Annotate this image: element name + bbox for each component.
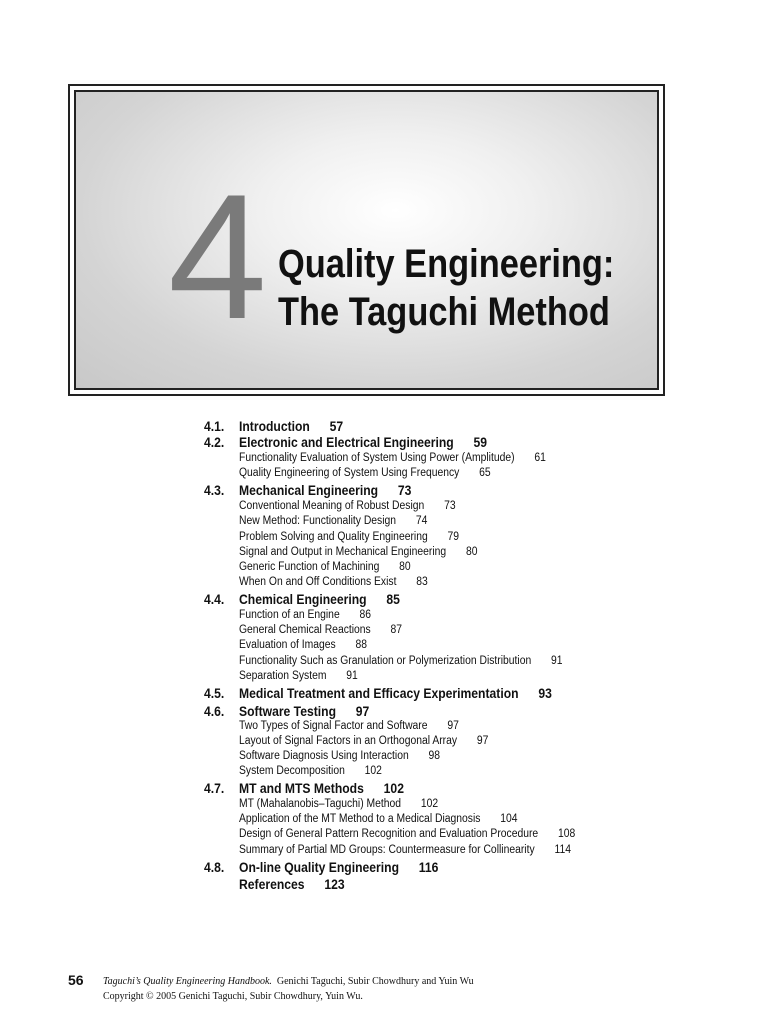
toc-subsection-entry — [0, 451, 768, 466]
toc-entry-title: Evaluation of Images — [239, 639, 336, 651]
toc-entry-title: Conventional Meaning of Robust Design — [239, 500, 425, 512]
toc-subsection-entry — [0, 575, 768, 590]
toc-section-entry — [0, 703, 768, 720]
toc-entry-title: Design of General Pattern Recognition and Evaluation Procedure — [239, 828, 539, 840]
toc-subsection-entry — [0, 764, 768, 779]
toc-entry-page: 87 — [390, 624, 403, 636]
toc-section-number: 4.5. — [204, 686, 225, 701]
toc-section-number: 4.7. — [204, 781, 225, 796]
toc-entry-text — [239, 654, 563, 669]
toc-section-entry — [0, 434, 768, 451]
toc-entry-page: 102 — [420, 798, 439, 810]
toc-section-number: 4.3. — [204, 483, 225, 498]
toc-entry-page: 91 — [551, 655, 563, 667]
toc-entry-text — [239, 685, 552, 702]
toc-subsection-entry — [0, 654, 768, 669]
toc-entry-page: 104 — [500, 813, 518, 825]
toc-entry-title: Functionality Such as Granulation or Polymerization Distribution — [239, 655, 532, 667]
toc-subsection-entry — [0, 623, 768, 638]
toc-subsection-entry — [0, 560, 768, 575]
toc-entry-page: 123 — [324, 877, 345, 892]
toc-entry-text — [239, 591, 400, 608]
toc-entry-text — [239, 827, 575, 842]
toc-entry-text — [239, 749, 440, 764]
toc-subsection-entry — [0, 499, 768, 514]
toc-entry-title: Layout of Signal Factors in an Orthogonal Array — [239, 735, 458, 747]
toc-entry-text — [239, 608, 371, 623]
toc-entry-page: 61 — [534, 452, 546, 464]
toc-entry-title: Software Testing — [239, 704, 336, 719]
toc-entry-title: Summary of Partial MD Groups: Countermeasure for Collinearity — [239, 844, 535, 856]
toc-entry-page: 98 — [428, 750, 441, 762]
toc-subsection-entry — [0, 719, 768, 734]
toc-entry-page: 83 — [416, 576, 428, 588]
toc-section-number: 4.1. — [204, 419, 225, 434]
toc-entry-title: On-line Quality Engineering — [239, 860, 400, 875]
toc-entry-title: Electronic and Electrical Engineering — [239, 435, 454, 450]
toc-section-entry — [0, 780, 768, 797]
toc-entry-text — [239, 530, 459, 545]
toc-entry-page: 79 — [447, 531, 460, 543]
toc-entry-title: Problem Solving and Quality Engineering — [239, 531, 428, 543]
toc-entry-title: References — [239, 877, 305, 892]
toc-entry-page: 73 — [397, 483, 412, 498]
toc-entry-page: 116 — [418, 860, 439, 875]
toc-subsection-entry — [0, 608, 768, 623]
toc-entry-text — [239, 669, 358, 684]
toc-entry-text — [239, 764, 382, 779]
toc-entry-text — [239, 451, 546, 466]
toc-entry-text — [239, 638, 367, 653]
toc-entry-page: 59 — [473, 435, 488, 450]
toc-subsection-entry — [0, 843, 768, 858]
toc-entry-title: General Chemical Reactions — [239, 624, 371, 636]
toc-entry-text — [239, 780, 404, 797]
toc-subsection-entry — [0, 466, 768, 481]
toc-entry-text — [239, 623, 402, 638]
toc-entry-page: 93 — [538, 686, 552, 701]
toc-entry-text — [239, 466, 491, 481]
toc-entry-page: 80 — [465, 546, 478, 558]
toc-entry-title: Generic Function of Machining — [239, 561, 380, 573]
toc-entry-text — [239, 812, 518, 827]
toc-entry-page: 102 — [364, 765, 382, 777]
toc-entry-text — [239, 499, 456, 514]
toc-subsection-entry — [0, 545, 768, 560]
toc-entry-page: 74 — [415, 515, 428, 527]
toc-section-entry — [0, 482, 768, 499]
toc-entry-page: 88 — [355, 639, 367, 651]
toc-section-entry — [0, 876, 768, 893]
toc-subsection-entry — [0, 638, 768, 653]
copyright-notice: Copyright © 2005 Genichi Taguchi, Subir Chowdhury, Yuin Wu. — [103, 991, 363, 1002]
toc-entry-text — [239, 545, 477, 560]
toc-entry-page: 86 — [359, 609, 372, 621]
toc-entry-text — [239, 797, 438, 812]
toc-entry-text — [239, 575, 428, 590]
chapter-title-line-2: The Taguchi Method — [278, 290, 610, 334]
toc-entry-text — [239, 859, 438, 876]
toc-entry-page: 114 — [554, 844, 571, 856]
toc-entry-title: Functionality Evaluation of System Using Power (Amplitude) — [239, 452, 515, 464]
chapter-number: 4 — [168, 157, 263, 356]
toc-entry-title: When On and Off Conditions Exist — [239, 576, 397, 588]
toc-entry-title: Medical Treatment and Efficacy Experimentation — [239, 686, 519, 701]
toc-entry-title: Introduction — [239, 419, 310, 434]
chapter-header-box — [68, 84, 665, 396]
toc-subsection-entry — [0, 530, 768, 545]
toc-subsection-entry — [0, 749, 768, 764]
book-authors: Genichi Taguchi, Subir Chowdhury and Yuin Wu — [276, 976, 474, 987]
toc-subsection-entry — [0, 812, 768, 827]
toc-subsection-entry — [0, 827, 768, 842]
toc-entry-page: 65 — [479, 467, 491, 479]
toc-subsection-entry — [0, 797, 768, 812]
toc-entry-page: 91 — [346, 670, 358, 682]
toc-entry-title: Mechanical Engineering — [239, 483, 379, 498]
toc-entry-page: 108 — [557, 828, 576, 840]
toc-subsection-entry — [0, 669, 768, 684]
footer-citation — [103, 976, 474, 987]
toc-entry-page: 85 — [386, 592, 400, 607]
toc-entry-text — [239, 418, 343, 435]
toc-entry-page: 102 — [383, 781, 404, 796]
chapter-title — [278, 240, 614, 336]
toc-entry-text — [239, 843, 571, 858]
toc-entry-page: 80 — [399, 561, 411, 573]
toc-entry-title: Software Diagnosis Using Interaction — [239, 750, 409, 762]
toc-section-entry — [0, 685, 768, 702]
toc-entry-text — [239, 703, 369, 720]
toc-section-number: 4.4. — [204, 592, 225, 607]
toc-entry-title: MT and MTS Methods — [239, 781, 364, 796]
toc-subsection-entry — [0, 514, 768, 529]
page-number: 56 — [68, 972, 84, 988]
toc-entry-text — [239, 734, 488, 749]
chapter-header-panel — [74, 90, 659, 390]
toc-entry-page: 57 — [329, 419, 344, 434]
toc-entry-title: Signal and Output in Mechanical Engineering — [239, 546, 447, 558]
toc-entry-title: MT (Mahalanobis–Taguchi) Method — [239, 798, 402, 810]
toc-entry-text — [239, 560, 411, 575]
toc-entry-title: Function of an Engine — [239, 609, 340, 621]
toc-entry-title: Quality Engineering of System Using Frequency — [239, 467, 460, 479]
toc-entry-title: Application of the MT Method to a Medical Diagnosis — [239, 813, 481, 825]
toc-entry-title: Separation System — [239, 670, 327, 682]
toc-entry-text — [239, 719, 459, 734]
toc-entry-page: 97 — [476, 735, 489, 747]
toc-entry-text — [239, 434, 487, 451]
book-title: Taguchi’s Quality Engineering Handbook. — [103, 976, 272, 987]
chapter-title-line-1: Quality Engineering: — [278, 242, 615, 286]
toc-section-entry — [0, 859, 768, 876]
toc-entry-title: System Decomposition — [239, 765, 345, 777]
toc-section-number: 4.2. — [204, 435, 225, 450]
toc-subsection-entry — [0, 734, 768, 749]
toc-entry-text — [239, 876, 345, 893]
toc-entry-title: Two Types of Signal Factor and Software — [239, 720, 428, 732]
toc-entry-page: 97 — [355, 704, 370, 719]
toc-entry-text — [239, 482, 411, 499]
toc-section-number: 4.6. — [204, 704, 225, 719]
toc-section-number: 4.8. — [204, 860, 225, 875]
toc-entry-page: 97 — [447, 720, 459, 732]
toc-entry-text — [239, 514, 427, 529]
toc-entry-page: 73 — [444, 500, 456, 512]
toc-section-entry — [0, 591, 768, 608]
toc-section-entry — [0, 418, 768, 435]
toc-entry-title: Chemical Engineering — [239, 592, 367, 607]
toc-entry-title: New Method: Functionality Design — [239, 515, 397, 527]
